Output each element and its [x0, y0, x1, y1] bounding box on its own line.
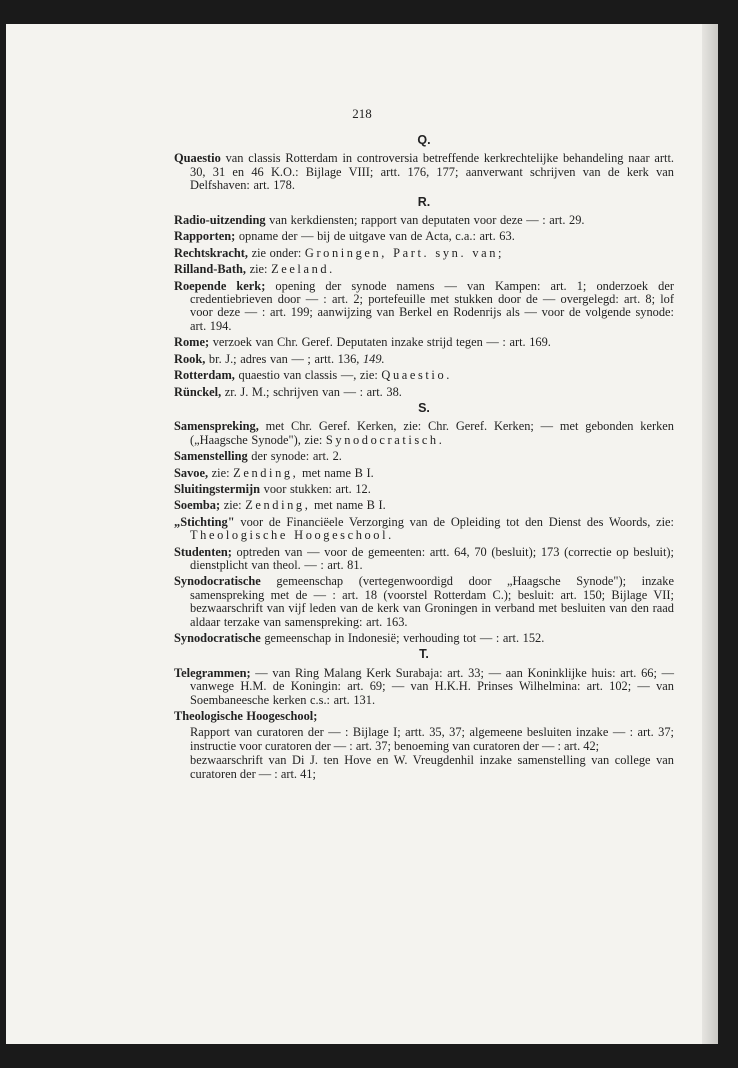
section-letter-r: R. — [417, 194, 431, 209]
entry-text: zr. J. M.; schrijven van — : art. 38. — [221, 384, 402, 399]
entry-crossref: Zending, — [245, 498, 311, 513]
index-entry — [174, 263, 674, 276]
index-entry — [174, 230, 674, 243]
index-entry — [174, 353, 674, 366]
entry-head: Rapporten; — [174, 229, 236, 244]
entry-italic: 149. — [362, 351, 385, 366]
index-entry — [174, 247, 674, 260]
index-entry — [174, 450, 674, 463]
entry-text: verzoek van Chr. Geref. Deputaten inzake strijd tegen — : art. 169. — [209, 335, 551, 350]
index-content — [174, 132, 674, 782]
index-entry — [174, 214, 674, 227]
entry-head: Soemba; — [174, 498, 221, 513]
index-entry — [174, 667, 674, 707]
entry-text: zie: — [208, 465, 234, 480]
entry-text: zie: — [220, 498, 246, 513]
entry-crossref: Theologische Hoogeschool. — [190, 528, 394, 543]
entry-head: Rünckel, — [174, 384, 222, 399]
index-entry — [174, 516, 674, 543]
entry-crossref: Quaestio. — [381, 368, 452, 383]
entry-head: Synodocratische — [174, 631, 261, 645]
entry-head: Radio-uitzending — [174, 213, 266, 228]
entry-text: voor de Financiëele Verzorging van de Opleiding tot den Dienst des Woords, zie: — [234, 514, 674, 529]
entry-head: Rome; — [174, 335, 210, 350]
index-entry — [174, 575, 674, 629]
entry-tail: met name B I. — [298, 465, 374, 480]
index-entry — [174, 386, 674, 399]
index-sub-entry: Rapport van curatoren der — : Bijlage I; artt. 35, 37; algemeene besluiten inzake — : art. 37; instructie voor curatoren der — : art. 37; benoeming van curatoren der — : art. 42; — [190, 725, 674, 753]
entry-crossref: Zending, — [233, 465, 299, 480]
index-entry — [174, 369, 674, 382]
section-letter-s: S. — [418, 400, 430, 415]
entry-text: gemeenschap (vertegenwoordigd door „Haagsche Synode"); inzake samenspreking met de — : art. 18 (voorstel Rotterdam C.); besluit: art. 150; Bijlage VII; bezwaarschrift van vijf leden van de kerk van Groningen in verband met besluiten van den raad aldaar terzake van samenspreking: art. 163. — [190, 574, 674, 629]
entry-text: van kerkdiensten; rapport van deputaten voor deze — : art. 29. — [265, 213, 585, 228]
entry-head: Rotterdam, — [174, 368, 235, 383]
entry-text: met Chr. Geref. Kerken, zie: Chr. Geref. Kerken; — met gebonden kerken („Haagsche Synode"), zie: — [190, 419, 674, 447]
entry-crossref: Synodocratisch. — [325, 432, 445, 447]
entry-text: — van Ring Malang Kerk Surabaja: art. 33; — aan Koninklijke huis: art. 66; — vanwege H.M. de Koningin: art. 69; — van H.K.H. Prinses Wilhelmina: art. 102; — van Soembaneesche kerken c.s.: art. 131. — [190, 665, 674, 707]
entry-head: Rilland-Bath, — [174, 262, 246, 277]
page-number: 218 — [352, 106, 372, 121]
entry-text: opname der — bij de uitgave van de Acta, c.a.: art. 63. — [235, 229, 515, 244]
entry-head: „Stichting" — [174, 514, 235, 529]
entry-text: optreden van — voor de gemeenten: artt. 64, 70 (besluit); 173 (correctie op besluit); dienstplicht van theol. — : art. 81. — [190, 544, 674, 572]
entry-text: zie onder: — [248, 245, 305, 260]
section-letter-t: T. — [419, 647, 429, 662]
entry-head: Quaestio — [174, 151, 221, 166]
index-entry — [174, 280, 674, 334]
entry-head: Telegrammen; — [174, 665, 251, 680]
index-entry — [174, 152, 674, 192]
entry-head: Rook, — [174, 351, 206, 366]
index-entry — [174, 420, 674, 447]
entry-head: Studenten; — [174, 544, 232, 559]
entry-text: opening der synode namens — van Kampen: art. 1; onderzoek der credentiebrieven door — : art. 2; portefeuille met stukken door de — overgelegd: art. 8; lof voor deze — : art. 199; aanwijzing van Berkel en Rodenrijs als — voor de volgende synode: art. 194. — [190, 278, 674, 333]
index-entry — [174, 546, 674, 573]
index-entry — [174, 483, 674, 496]
entry-text: van classis Rotterdam in controversia betreffende kerkrechtelijke behandeling naar artt. 30, 31 en 46 K.O.: Bijlage VIII; artt. 176, 177; aanverwant schrijven van de kerk van Delfshaven: art. 178. — [190, 151, 674, 193]
entry-crossref: Zeeland. — [271, 262, 335, 277]
index-entry — [174, 467, 674, 480]
entry-head: Samenspreking, — [174, 419, 259, 434]
section-letter-q: Q. — [417, 133, 431, 147]
entry-head: Samenstelling — [174, 449, 248, 464]
index-entry — [174, 632, 674, 645]
entry-crossref: Groningen, Part. syn. van; — [304, 245, 505, 260]
entry-head: Roepende kerk; — [174, 278, 266, 293]
entry-text: quaestio van classis —, zie: — [234, 368, 382, 383]
entry-text: der synode: art. 2. — [247, 449, 342, 464]
entry-head: Sluitingstermijn — [174, 481, 261, 496]
page-edge-shadow — [702, 24, 718, 1044]
entry-head: Savoe, — [174, 465, 209, 480]
index-entry — [174, 499, 674, 512]
index-entry — [174, 710, 674, 723]
book-page — [6, 24, 718, 1044]
index-entry — [174, 336, 674, 349]
entry-head: Theologische Hoogeschool; — [174, 709, 318, 724]
index-sub-entry: bezwaarschrift van Di J. ten Hove en W. Vreugdenhil inzake samenstelling van college van curatoren der — : art. 41; — [190, 753, 674, 781]
entry-head: Rechtskracht, — [174, 245, 248, 260]
entry-tail: met name B I. — [310, 498, 386, 513]
entry-text: voor stukken: art. 12. — [260, 481, 371, 496]
entry-text: zie: — [245, 262, 272, 277]
entry-text: gemeenschap in Indonesië; verhouding tot — : art. 152. — [260, 631, 545, 645]
entry-text: br. J.; adres van — ; artt. 136, — [205, 351, 363, 366]
entry-head: Synodocratische — [174, 574, 261, 589]
